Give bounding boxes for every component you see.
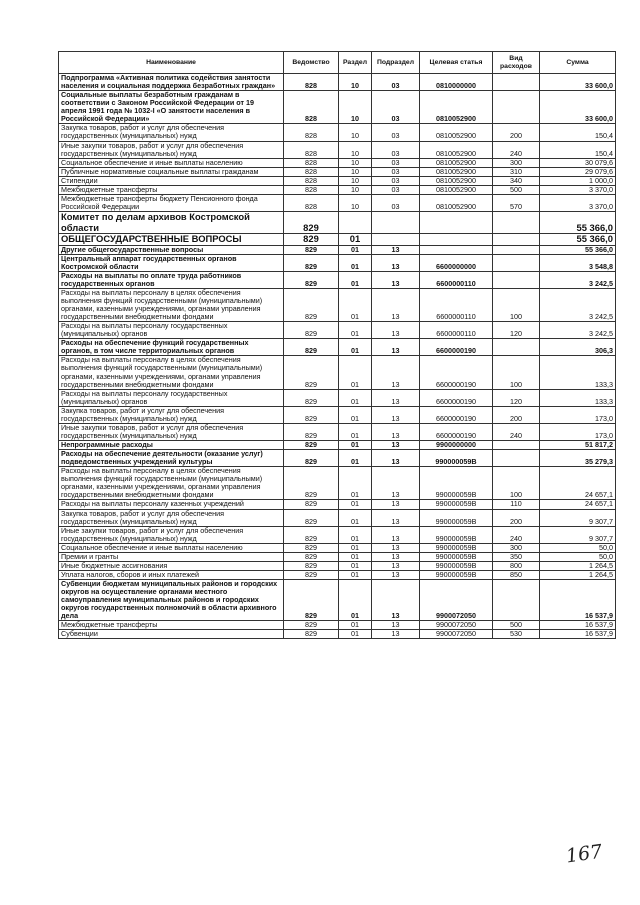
- row-section: 01: [339, 356, 372, 389]
- table-row: [59, 322, 616, 339]
- row-department: 829: [284, 543, 339, 552]
- row-section: 01: [339, 423, 372, 440]
- header-subsection: Подраздел: [372, 52, 420, 74]
- row-expense-type: 310: [493, 167, 540, 176]
- table-row: [59, 406, 616, 423]
- row-department: 829: [284, 441, 339, 450]
- row-amount: 306,3: [540, 339, 616, 356]
- table-row: [59, 245, 616, 254]
- row-target-article: 6600000190: [420, 406, 493, 423]
- row-subsection: 13: [372, 441, 420, 450]
- row-department: 829: [284, 580, 339, 621]
- row-department: 828: [284, 91, 339, 124]
- row-expense-type: 800: [493, 561, 540, 570]
- row-department: 829: [284, 288, 339, 321]
- budget-table: [58, 51, 616, 639]
- row-section: 01: [339, 552, 372, 561]
- row-subsection: 13: [372, 271, 420, 288]
- row-subsection: 13: [372, 389, 420, 406]
- row-subsection: 03: [372, 185, 420, 194]
- row-expense-type: [493, 245, 540, 254]
- row-expense-type: [493, 234, 540, 246]
- table-row: [59, 141, 616, 158]
- row-section: 01: [339, 526, 372, 543]
- table-row: [59, 441, 616, 450]
- row-amount: 173,0: [540, 423, 616, 440]
- table-row: [59, 561, 616, 570]
- row-target-article: [420, 245, 493, 254]
- row-section: 10: [339, 185, 372, 194]
- row-department: 829: [284, 621, 339, 630]
- row-name: Социальные выплаты безработным гражданам в соответствии с Законом Российской Федерации от 19 апреля 1991 года № 1032-I «О занятости населения в Российской Федерации»: [59, 91, 284, 124]
- row-name: Премии и гранты: [59, 552, 284, 561]
- row-department: 828: [284, 74, 339, 91]
- row-target-article: 6600000190: [420, 356, 493, 389]
- row-subsection: 13: [372, 450, 420, 467]
- table-row: [59, 552, 616, 561]
- row-name: Расходы на выплаты персоналу государственных (муниципальных) органов: [59, 322, 284, 339]
- row-department: 828: [284, 194, 339, 211]
- row-section: 01: [339, 621, 372, 630]
- row-expense-type: 240: [493, 526, 540, 543]
- row-amount: 50,0: [540, 543, 616, 552]
- table-row: [59, 234, 616, 246]
- row-expense-type: [493, 74, 540, 91]
- row-amount: 9 307,7: [540, 509, 616, 526]
- table-row: [59, 580, 616, 621]
- row-expense-type: [493, 271, 540, 288]
- row-name: Иные бюджетные ассигнования: [59, 561, 284, 570]
- row-target-article: 0810052900: [420, 158, 493, 167]
- row-name: Подпрограмма «Активная политика содействия занятости населения и социальная поддержка безработных граждан»: [59, 74, 284, 91]
- row-target-article: 990000059В: [420, 570, 493, 579]
- table-row: [59, 570, 616, 579]
- row-subsection: [372, 234, 420, 246]
- header-section: Раздел: [339, 52, 372, 74]
- row-subsection: 13: [372, 630, 420, 639]
- row-expense-type: 850: [493, 570, 540, 579]
- row-target-article: 9900000000: [420, 441, 493, 450]
- row-department: 829: [284, 509, 339, 526]
- row-subsection: 13: [372, 288, 420, 321]
- table-row: [59, 194, 616, 211]
- row-section: 01: [339, 339, 372, 356]
- row-name: Стипендии: [59, 176, 284, 185]
- row-amount: 3 370,0: [540, 194, 616, 211]
- header-name: Наименование: [59, 52, 284, 74]
- row-subsection: 03: [372, 176, 420, 185]
- row-target-article: 6600000110: [420, 288, 493, 321]
- row-expense-type: 500: [493, 185, 540, 194]
- row-target-article: 6600000190: [420, 423, 493, 440]
- row-section: 01: [339, 322, 372, 339]
- row-section: 10: [339, 141, 372, 158]
- row-amount: 173,0: [540, 406, 616, 423]
- row-amount: 24 657,1: [540, 467, 616, 500]
- row-section: 01: [339, 234, 372, 246]
- row-name: Закупка товаров, работ и услуг для обеспечения государственных (муниципальных) нужд: [59, 509, 284, 526]
- row-target-article: 0810052900: [420, 185, 493, 194]
- row-target-article: [420, 212, 493, 234]
- row-expense-type: [493, 254, 540, 271]
- row-department: 829: [284, 552, 339, 561]
- row-name: Уплата налогов, сборов и иных платежей: [59, 570, 284, 579]
- row-name: Закупка товаров, работ и услуг для обеспечения государственных (муниципальных) нужд: [59, 124, 284, 141]
- row-amount: 55 366,0: [540, 212, 616, 234]
- header-target-article: Целевая статья: [420, 52, 493, 74]
- row-section: 10: [339, 91, 372, 124]
- row-subsection: 13: [372, 552, 420, 561]
- table-row: [59, 526, 616, 543]
- row-department: 829: [284, 500, 339, 509]
- row-name: Межбюджетные трансферты бюджету Пенсионного фонда Российской Федерации: [59, 194, 284, 211]
- row-name: Субвенции бюджетам муниципальных районов и городских округов на осуществление органами местного самоуправления муниципальных районов и городских округов государственных полномочий в области архивного дела: [59, 580, 284, 621]
- table-row: [59, 509, 616, 526]
- row-expense-type: 200: [493, 406, 540, 423]
- row-section: 01: [339, 441, 372, 450]
- table-row: [59, 185, 616, 194]
- row-subsection: 13: [372, 423, 420, 440]
- row-amount: 3 242,5: [540, 322, 616, 339]
- row-subsection: 03: [372, 158, 420, 167]
- row-target-article: 0810052900: [420, 141, 493, 158]
- row-amount: 51 817,2: [540, 441, 616, 450]
- row-section: 10: [339, 124, 372, 141]
- row-name: Комитет по делам архивов Костромской области: [59, 212, 284, 234]
- table-row: [59, 288, 616, 321]
- row-department: 828: [284, 124, 339, 141]
- row-target-article: [420, 234, 493, 246]
- row-amount: 1 264,5: [540, 570, 616, 579]
- row-expense-type: 100: [493, 467, 540, 500]
- row-subsection: 13: [372, 543, 420, 552]
- row-expense-type: 120: [493, 322, 540, 339]
- row-expense-type: [493, 91, 540, 124]
- table-row: [59, 543, 616, 552]
- row-section: 01: [339, 500, 372, 509]
- row-name: Субвенции: [59, 630, 284, 639]
- header-expense-type: Вид расходов: [493, 52, 540, 74]
- row-amount: 35 279,3: [540, 450, 616, 467]
- row-subsection: 03: [372, 167, 420, 176]
- row-department: 829: [284, 271, 339, 288]
- table-row: [59, 500, 616, 509]
- row-department: 829: [284, 467, 339, 500]
- row-subsection: 13: [372, 580, 420, 621]
- row-target-article: 0810052900: [420, 124, 493, 141]
- row-expense-type: 200: [493, 124, 540, 141]
- row-name: Публичные нормативные социальные выплаты гражданам: [59, 167, 284, 176]
- header-amount: Сумма: [540, 52, 616, 74]
- row-amount: 1 000,0: [540, 176, 616, 185]
- row-target-article: 990000059В: [420, 450, 493, 467]
- row-name: ОБЩЕГОСУДАРСТВЕННЫЕ ВОПРОСЫ: [59, 234, 284, 246]
- row-name: Расходы на выплаты по оплате труда работников государственных органов: [59, 271, 284, 288]
- row-expense-type: 110: [493, 500, 540, 509]
- row-subsection: 03: [372, 91, 420, 124]
- row-target-article: 0810052900: [420, 167, 493, 176]
- row-amount: 16 537,9: [540, 630, 616, 639]
- row-section: 01: [339, 570, 372, 579]
- row-name: Межбюджетные трансферты: [59, 185, 284, 194]
- row-name: Расходы на выплаты персоналу в целях обеспечения выполнения функций государственными (муниципальными) органами, казенными учреждениями, органами управления государственными внебюджетными фондами: [59, 356, 284, 389]
- row-target-article: 990000059В: [420, 526, 493, 543]
- header-row: [59, 52, 616, 74]
- table-row: [59, 356, 616, 389]
- row-amount: 3 370,0: [540, 185, 616, 194]
- row-expense-type: 200: [493, 509, 540, 526]
- table-row: [59, 339, 616, 356]
- table-body: [59, 74, 616, 639]
- table-row: [59, 74, 616, 91]
- row-amount: 16 537,9: [540, 621, 616, 630]
- table-row: [59, 621, 616, 630]
- row-department: 829: [284, 423, 339, 440]
- row-subsection: 13: [372, 356, 420, 389]
- row-name: Другие общегосударственные вопросы: [59, 245, 284, 254]
- row-subsection: 13: [372, 254, 420, 271]
- row-subsection: 03: [372, 74, 420, 91]
- row-target-article: 6600000190: [420, 339, 493, 356]
- row-department: 829: [284, 356, 339, 389]
- row-expense-type: 240: [493, 423, 540, 440]
- row-subsection: 13: [372, 339, 420, 356]
- row-section: 01: [339, 288, 372, 321]
- row-name: Социальное обеспечение и иные выплаты населению: [59, 158, 284, 167]
- row-subsection: 13: [372, 509, 420, 526]
- row-section: 01: [339, 509, 372, 526]
- row-name: Расходы на выплаты персоналу в целях обеспечения выполнения функций государственными (муниципальными) органами, казенными учреждениями, органами управления государственными внебюджетными фондами: [59, 288, 284, 321]
- row-target-article: 6600000000: [420, 254, 493, 271]
- row-name: Иные закупки товаров, работ и услуг для обеспечения государственных (муниципальных) нужд: [59, 526, 284, 543]
- row-name: Расходы на обеспечение деятельности (оказание услуг) подведомственных учреждений культуры: [59, 450, 284, 467]
- row-department: 829: [284, 339, 339, 356]
- table-row: [59, 91, 616, 124]
- row-department: 828: [284, 167, 339, 176]
- row-expense-type: 500: [493, 621, 540, 630]
- row-amount: 33 600,0: [540, 91, 616, 124]
- row-amount: 24 657,1: [540, 500, 616, 509]
- row-expense-type: [493, 339, 540, 356]
- row-department: 828: [284, 176, 339, 185]
- row-expense-type: [493, 212, 540, 234]
- row-department: 829: [284, 450, 339, 467]
- table-row: [59, 450, 616, 467]
- row-department: 829: [284, 570, 339, 579]
- row-amount: 150,4: [540, 124, 616, 141]
- page-number: 167: [564, 840, 604, 868]
- row-department: 828: [284, 141, 339, 158]
- row-section: 01: [339, 406, 372, 423]
- row-subsection: 03: [372, 194, 420, 211]
- row-target-article: 9900072050: [420, 580, 493, 621]
- row-expense-type: [493, 441, 540, 450]
- row-subsection: [372, 212, 420, 234]
- row-amount: 133,3: [540, 356, 616, 389]
- row-department: 829: [284, 322, 339, 339]
- row-amount: 133,3: [540, 389, 616, 406]
- row-subsection: 13: [372, 561, 420, 570]
- row-department: 829: [284, 389, 339, 406]
- row-subsection: 13: [372, 245, 420, 254]
- row-subsection: 13: [372, 322, 420, 339]
- row-target-article: 6600000110: [420, 322, 493, 339]
- row-expense-type: 300: [493, 158, 540, 167]
- row-section: 10: [339, 176, 372, 185]
- row-expense-type: 340: [493, 176, 540, 185]
- row-subsection: 03: [372, 141, 420, 158]
- row-target-article: 0810000000: [420, 74, 493, 91]
- row-expense-type: 120: [493, 389, 540, 406]
- table-row: [59, 124, 616, 141]
- row-section: 01: [339, 389, 372, 406]
- row-expense-type: [493, 450, 540, 467]
- row-amount: 3 548,8: [540, 254, 616, 271]
- row-section: [339, 212, 372, 234]
- table-row: [59, 158, 616, 167]
- row-target-article: 0810052900: [420, 91, 493, 124]
- row-target-article: 6600000110: [420, 271, 493, 288]
- row-department: 829: [284, 245, 339, 254]
- row-name: Расходы на выплаты персоналу государственных (муниципальных) органов: [59, 389, 284, 406]
- row-section: 10: [339, 167, 372, 176]
- row-name: Межбюджетные трансферты: [59, 621, 284, 630]
- row-expense-type: 570: [493, 194, 540, 211]
- row-target-article: 9900072050: [420, 630, 493, 639]
- row-target-article: 990000059В: [420, 561, 493, 570]
- table-row: [59, 212, 616, 234]
- row-target-article: 0810052900: [420, 176, 493, 185]
- table-row: [59, 271, 616, 288]
- row-target-article: 9900072050: [420, 621, 493, 630]
- row-section: 01: [339, 467, 372, 500]
- row-section: 10: [339, 194, 372, 211]
- row-name: Социальное обеспечение и иные выплаты населению: [59, 543, 284, 552]
- row-subsection: 13: [372, 621, 420, 630]
- row-name: Иные закупки товаров, работ и услуг для обеспечения государственных (муниципальных) нужд: [59, 141, 284, 158]
- row-name: Расходы на выплаты персоналу в целях обеспечения выполнения функций государственными (муниципальными) органами, казенными учреждениями, органами управления государственными внебюджетными фондами: [59, 467, 284, 500]
- row-department: 829: [284, 254, 339, 271]
- row-expense-type: 530: [493, 630, 540, 639]
- row-subsection: 13: [372, 570, 420, 579]
- row-amount: 16 537,9: [540, 580, 616, 621]
- table-row: [59, 254, 616, 271]
- row-amount: 3 242,5: [540, 288, 616, 321]
- row-amount: 50,0: [540, 552, 616, 561]
- table-row: [59, 176, 616, 185]
- row-target-article: 990000059В: [420, 500, 493, 509]
- row-name: Расходы на обеспечение функций государственных органов, в том числе территориальных органов: [59, 339, 284, 356]
- row-name: Расходы на выплаты персоналу казенных учреждений: [59, 500, 284, 509]
- row-name: Центральный аппарат государственных органов Костромской области: [59, 254, 284, 271]
- row-amount: 29 079,6: [540, 167, 616, 176]
- row-name: Иные закупки товаров, работ и услуг для обеспечения государственных (муниципальных) нужд: [59, 423, 284, 440]
- table-row: [59, 167, 616, 176]
- table-row: [59, 423, 616, 440]
- row-section: 01: [339, 254, 372, 271]
- row-department: 828: [284, 185, 339, 194]
- row-section: 10: [339, 74, 372, 91]
- row-subsection: 13: [372, 467, 420, 500]
- row-amount: 9 307,7: [540, 526, 616, 543]
- table-row: [59, 389, 616, 406]
- row-department: 829: [284, 630, 339, 639]
- row-amount: 3 242,5: [540, 271, 616, 288]
- row-expense-type: 350: [493, 552, 540, 561]
- row-department: 829: [284, 212, 339, 234]
- row-department: 829: [284, 526, 339, 543]
- row-amount: 30 079,6: [540, 158, 616, 167]
- row-expense-type: 240: [493, 141, 540, 158]
- row-subsection: 13: [372, 500, 420, 509]
- row-amount: 33 600,0: [540, 74, 616, 91]
- row-amount: 1 264,5: [540, 561, 616, 570]
- row-target-article: 990000059В: [420, 467, 493, 500]
- row-amount: 55 366,0: [540, 234, 616, 246]
- row-target-article: 990000059В: [420, 552, 493, 561]
- row-expense-type: 100: [493, 356, 540, 389]
- row-expense-type: 300: [493, 543, 540, 552]
- row-section: 01: [339, 245, 372, 254]
- row-amount: 150,4: [540, 141, 616, 158]
- row-target-article: 990000059В: [420, 543, 493, 552]
- row-section: 01: [339, 630, 372, 639]
- row-subsection: 13: [372, 406, 420, 423]
- row-name: Закупка товаров, работ и услуг для обеспечения государственных (муниципальных) нужд: [59, 406, 284, 423]
- row-section: 01: [339, 580, 372, 621]
- row-department: 828: [284, 158, 339, 167]
- row-department: 829: [284, 234, 339, 246]
- table-row: [59, 467, 616, 500]
- row-target-article: 6600000190: [420, 389, 493, 406]
- row-section: 10: [339, 158, 372, 167]
- row-department: 829: [284, 406, 339, 423]
- row-section: 01: [339, 543, 372, 552]
- row-target-article: 990000059В: [420, 509, 493, 526]
- header-department: Ведомство: [284, 52, 339, 74]
- row-department: 829: [284, 561, 339, 570]
- row-subsection: 13: [372, 526, 420, 543]
- row-section: 01: [339, 450, 372, 467]
- row-expense-type: 100: [493, 288, 540, 321]
- row-section: 01: [339, 561, 372, 570]
- table-row: [59, 630, 616, 639]
- row-section: 01: [339, 271, 372, 288]
- row-expense-type: [493, 580, 540, 621]
- row-amount: 55 366,0: [540, 245, 616, 254]
- row-target-article: 0810052900: [420, 194, 493, 211]
- row-name: Непрограммные расходы: [59, 441, 284, 450]
- row-subsection: 03: [372, 124, 420, 141]
